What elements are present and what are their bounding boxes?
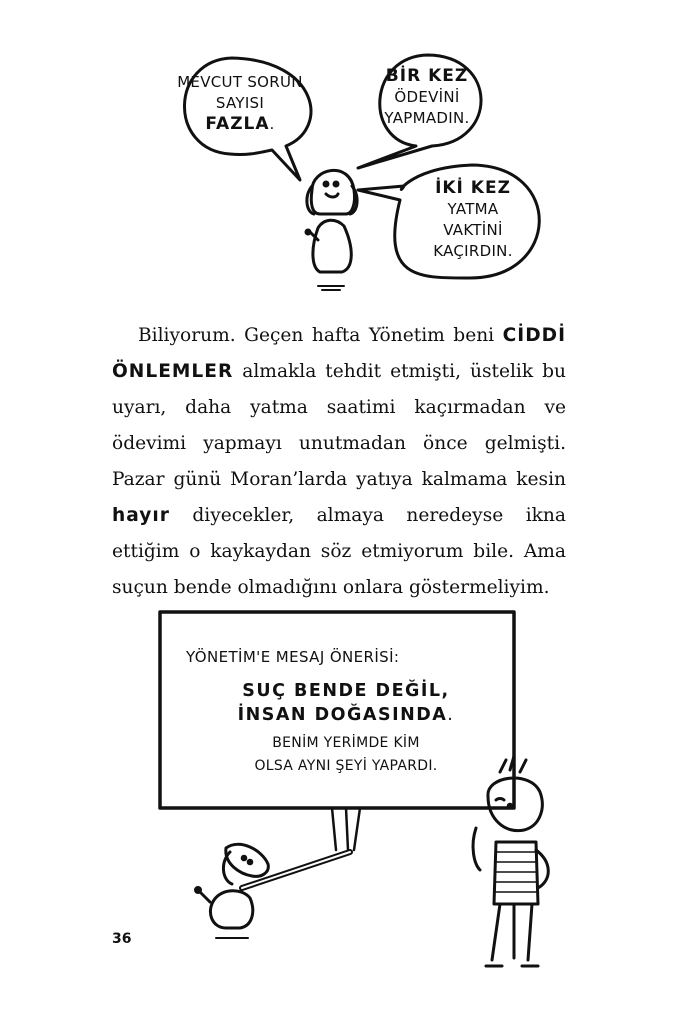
- bubble-left-line2: SAYISI: [215, 94, 265, 112]
- paragraph-part-1: Biliyorum. Geçen hafta Yönetim beni: [138, 325, 503, 346]
- sign-heading: YÖNETİM'E MESAJ ÖNERİSİ:: [186, 648, 400, 666]
- bubble-bottom-right-line4: KAÇIRDIN.: [433, 242, 513, 260]
- sign-bold-line1: SUÇ BENDE DEĞİL,: [242, 681, 450, 701]
- body-text: [112, 318, 566, 606]
- bubble-left-end: .: [269, 115, 275, 133]
- speech-bubble-left-text: [176, 72, 304, 135]
- dog-illustration-top: [306, 170, 357, 290]
- bubble-top-right-line2: ÖDEVİNİ: [394, 88, 460, 106]
- bubble-left-line1: MEVCUT SORUN: [177, 73, 303, 91]
- boy-illustration: [473, 756, 548, 966]
- sign-small-line1: BENİM YERİMDE KİM: [272, 735, 420, 751]
- speech-bubble-bottom-right-text: [418, 178, 528, 262]
- speech-bubble-top-right-text: [372, 66, 482, 129]
- paragraph-part-3: diyecekler, almaya neredeyse ikna ettiğim o kaykaydan söz etmiyorum bile. Ama suçun bende olmadığını onlara göstermeliyim.: [112, 505, 566, 598]
- page-number: 36: [112, 931, 132, 947]
- paragraph-emphasis-1: CİDDİ ÖNLEMLER: [112, 325, 566, 382]
- sign-small-line2: OLSA AYNI ŞEYİ YAPARDI.: [254, 758, 438, 774]
- sign-bold-line2: İNSAN DOĞASINDA: [237, 705, 448, 725]
- bubble-bottom-right-line3: VAKTİNİ: [443, 221, 503, 239]
- bubble-left-bold: FAZLA: [205, 114, 270, 134]
- sign-bold-text: [226, 679, 466, 727]
- dog-illustration-bottom: [196, 844, 351, 938]
- bubble-top-right-bold: BİR KEZ: [385, 66, 469, 86]
- bubble-bottom-right-bold: İKİ KEZ: [435, 178, 511, 198]
- paragraph-emphasis-2: hayır: [112, 505, 170, 526]
- bubble-bottom-right-line2: YATMA: [447, 200, 499, 218]
- sign-small-text: [228, 732, 464, 778]
- bubble-top-right-line3: YAPMADIN.: [384, 109, 470, 127]
- sign-bold-end: .: [447, 705, 455, 725]
- paragraph-part-2: almakla tehdit etmişti, üstelik bu uyarı, daha yatma saatimi kaçırmadan ve ödevimi yapmayı unutmadan önce gelmişti. Pazar günü Moran’larda yatıya kalmama kesin: [112, 361, 566, 490]
- paragraph: [112, 318, 566, 606]
